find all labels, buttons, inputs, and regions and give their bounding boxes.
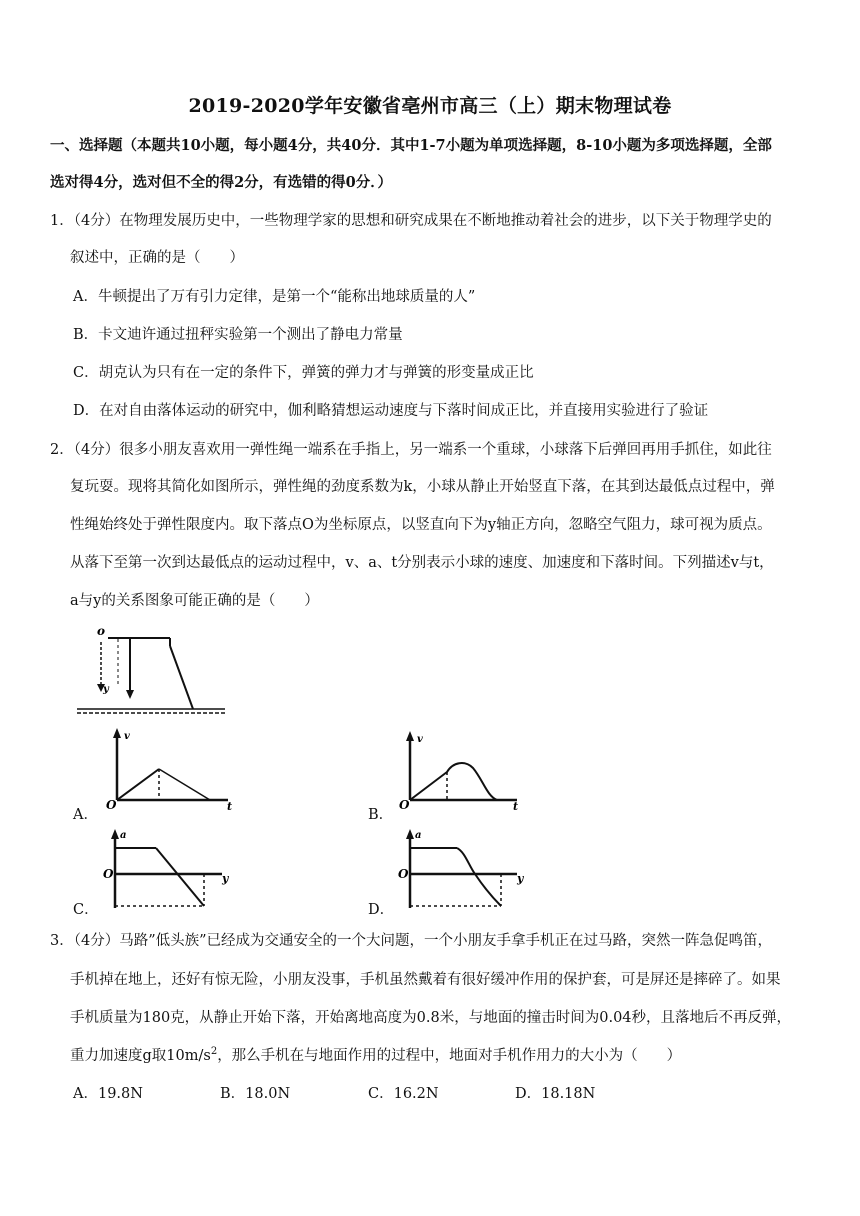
q2-stem-line-2: 复玩耍。现将其简化如图所示，弹性绳的劲度系数为k，小球从静止开始竖直下落，在其到达最低点过程中，弹 (70, 479, 775, 495)
q2-option-b-label: B． (368, 807, 394, 823)
graph-b-origin: O (399, 798, 410, 812)
fig-axis-label: y (103, 684, 109, 695)
q3-option-c: C．16.2N (368, 1086, 439, 1102)
graph-b-x-label: t (513, 800, 519, 813)
graph-a-origin: O (106, 798, 117, 810)
q3-option-d: D．18.18N (515, 1086, 596, 1102)
q1-option-c: C．胡克认为只有在一定的条件下，弹簧的弹力才与弹簧的形变量成正比 (73, 365, 534, 381)
q2-option-a-label: A． (73, 807, 98, 823)
q2-option-d-label: D． (368, 902, 395, 918)
graph-a-x-label: t (227, 800, 233, 810)
q3-stem-line-4-pre: 重力加速度g取10m/s (70, 1048, 211, 1064)
q3-stem-line-2: 手机掉在地上，还好有惊无险，小朋友没事，手机虽然戴着有很好缓冲作用的保护套，可是屏还是摔碎了。如果 (70, 972, 781, 988)
section-instructions-line-1: 一、选择题（本题共10小题，每小题4分，共40分．其中1-7小题为单项选择题，8-10小题为多项选择题，全部 (50, 137, 772, 154)
graph-d-origin: O (398, 867, 409, 881)
q3-option-a: A．19.8N (73, 1086, 143, 1102)
q3-stem-line-4-sup: 2 (210, 1046, 218, 1058)
graph-d-x-label: y (517, 872, 524, 885)
q3-option-b: B．18.0N (220, 1086, 291, 1102)
graph-a-y-label: v (124, 731, 130, 742)
graph-b-y-label: v (417, 734, 423, 745)
graph-c (100, 826, 240, 914)
q2-stem-line-4: 从落下至第一次到达最低点的运动过程中，v、a、t分别表示小球的速度、加速度和下落时间。下列描述v与t， (70, 555, 774, 571)
q1-option-a: A．牛顿提出了万有引力定律，是第一个“能称出地球质量的人” (73, 289, 476, 305)
q2-stem-line-1: 2．（4分）很多小朋友喜欢用一弹性绳一端系在手指上，另一端系一个重球，小球落下后弹回再用手抓住，如此往 (50, 442, 772, 458)
q3-stem-line-3: 手机质量为180克，从静止开始下落，开始离地高度为0.8米，与地面的撞击时间为0.04秒，且落地后不再反弹， (70, 1010, 792, 1026)
q2-stem-line-5: a与y的关系图象可能正确的是（ ） (70, 593, 319, 609)
q3-stem-line-4-post: ，那么手机在与地面作用的过程中，地面对手机作用力的大小为（ ） (217, 1048, 682, 1064)
q1-stem-line-2: 叙述中，正确的是（ ） (70, 250, 244, 266)
q1-option-d: D．在对自由落体运动的研究中，伽利略猜想运动速度与下落时间成正比，并直接用实验进行了验证 (73, 403, 709, 419)
graph-d (395, 826, 535, 914)
section-instructions-line-2: 选对得4分，选对但不全的得2分，有选错的得0分．） (50, 174, 393, 191)
q3-stem-line-4 (70, 1046, 681, 1066)
fig-origin-label: o (97, 624, 106, 638)
graph-c-y-label: a (120, 830, 127, 841)
q1-option-b: B．卡文迪许通过扭秤实验第一个测出了静电力常量 (73, 327, 403, 343)
graph-c-origin: O (103, 867, 114, 881)
q1-stem-line-1: 1．（4分）在物理发展历史中，一些物理学家的思想和研究成果在不断地推动着社会的进步，以下关于物理学史的 (50, 213, 772, 229)
q2-stem-line-3: 性绳始终处于弹性限度内。取下落点O为坐标原点，以竖直向下为y轴正方向，忽略空气阻力，球可视为质点。 (70, 517, 772, 533)
q2-option-c-label: C． (73, 902, 99, 918)
page-title: 2019-2020学年安徽省亳州市高三（上）期末物理试卷 (188, 95, 672, 117)
graph-b (395, 728, 535, 813)
graph-a (100, 725, 240, 810)
q3-stem-line-1: 3．（4分）马路”低头族”已经成为交通安全的一个大问题，一个小朋友手拿手机正在过马路，突然一阵急促鸣笛， (50, 933, 773, 949)
graph-c-x-label: y (222, 872, 229, 885)
q2-setup-figure (75, 622, 235, 717)
graph-d-y-label: a (415, 830, 422, 841)
